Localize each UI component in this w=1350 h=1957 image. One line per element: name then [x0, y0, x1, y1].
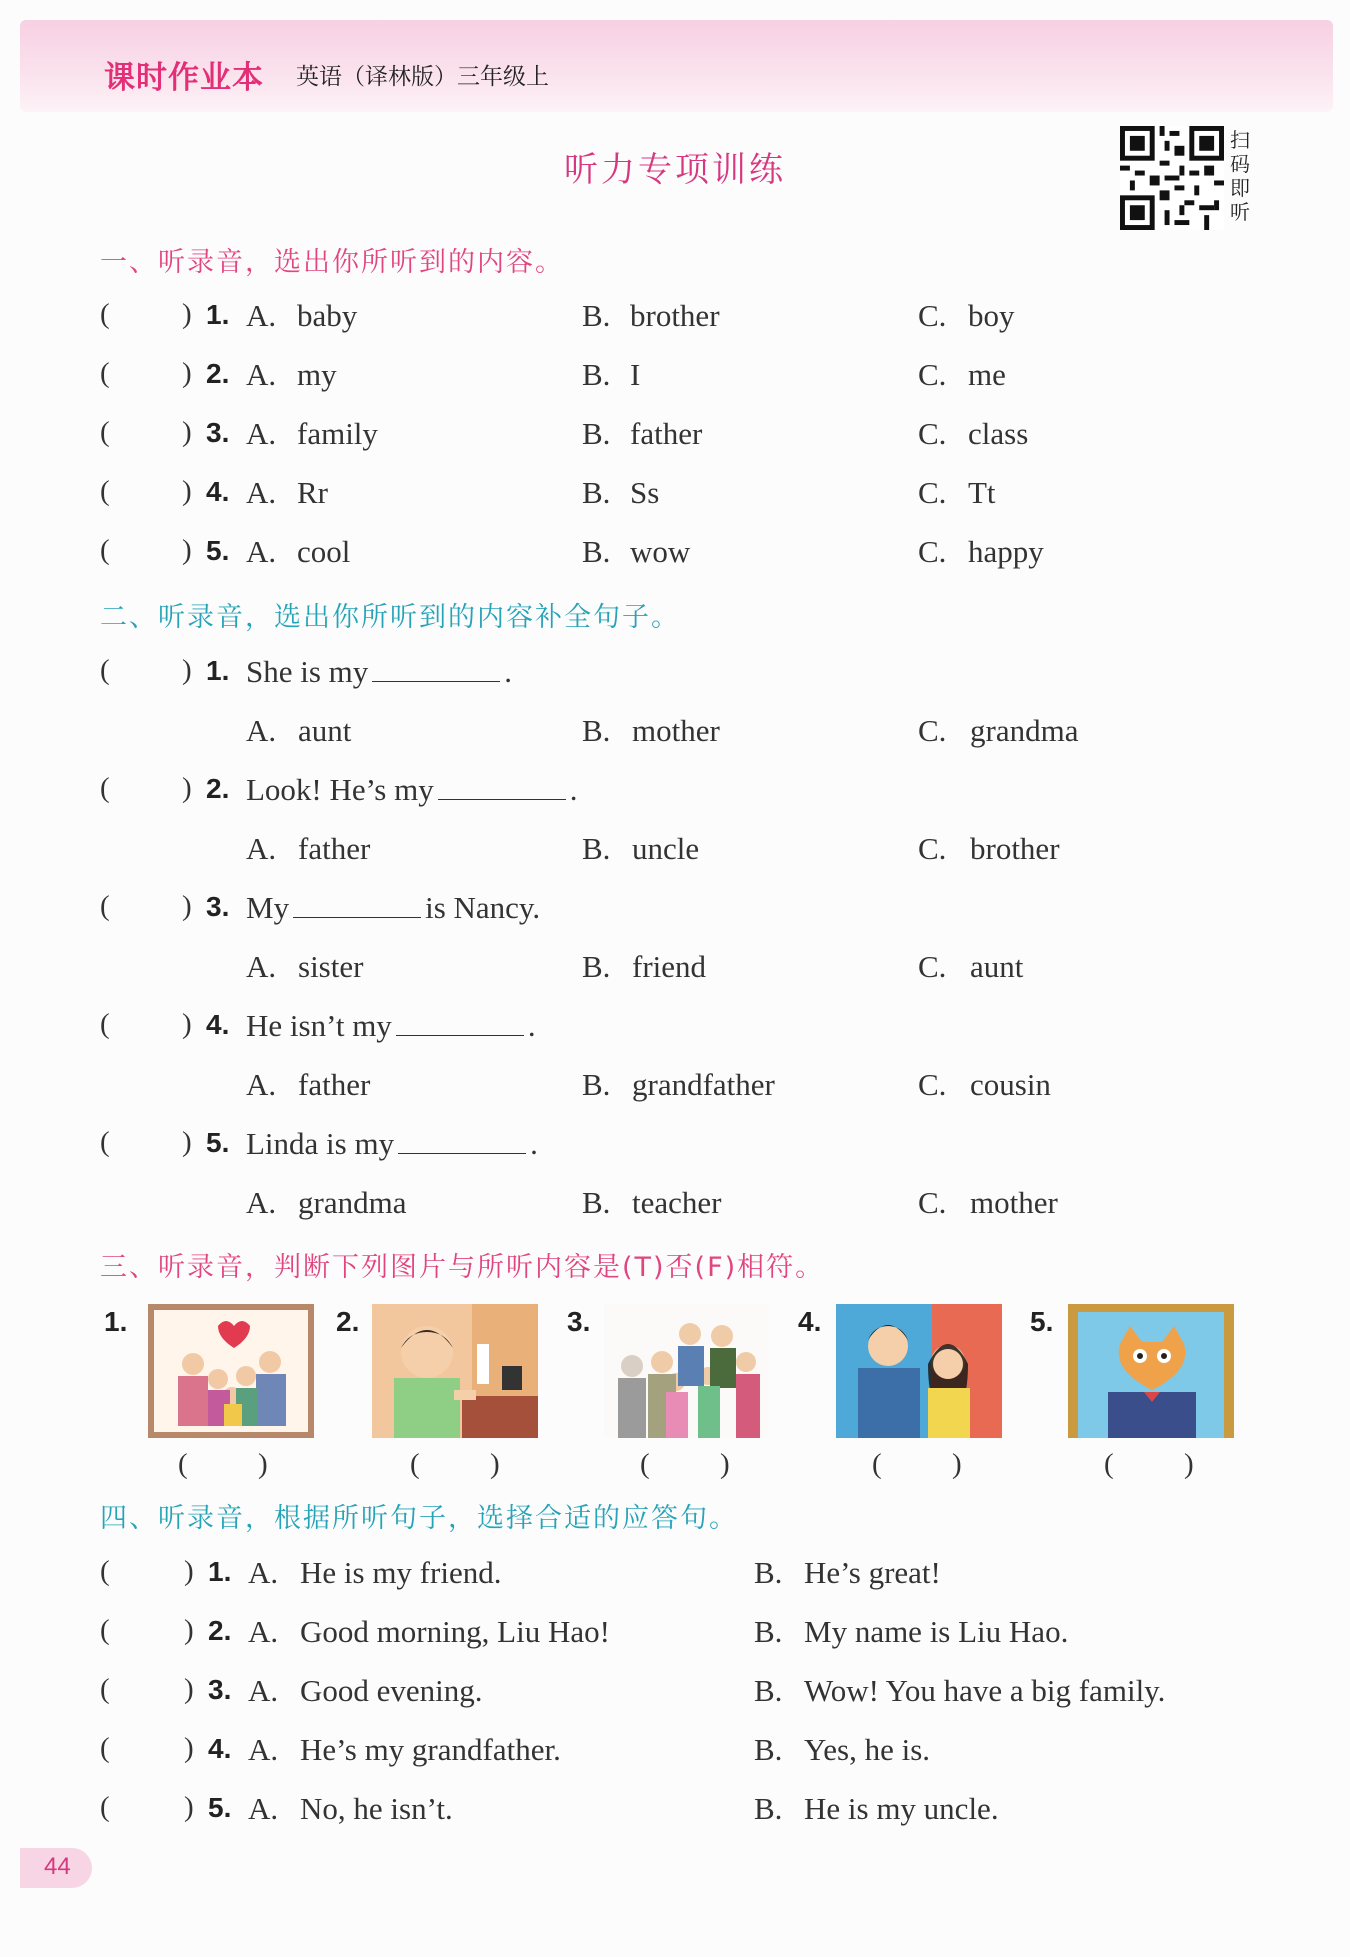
option-b: Yes, he is. [804, 1732, 931, 1767]
option-a: my [297, 357, 337, 392]
option-a-label: A. [248, 1555, 279, 1590]
option-a-label: A. [248, 1673, 279, 1708]
option-a: family [297, 416, 378, 451]
answer-bracket-open: ( [100, 1614, 110, 1646]
option-a-label: A. [246, 534, 277, 569]
answer-bracket-open: ( [100, 1673, 110, 1705]
sentence-start: Linda is my [246, 1126, 395, 1161]
option-b: He’s great! [804, 1555, 941, 1590]
fill-blank[interactable] [293, 891, 421, 918]
answer-bracket-open: ( [100, 1126, 110, 1158]
option-a: Rr [297, 475, 328, 510]
question-number: 3. [206, 417, 230, 448]
option-b: friend [632, 949, 707, 984]
sentence-stem [246, 654, 512, 690]
option-b-label: B. [582, 416, 611, 451]
answer-bracket-open: ( [100, 357, 110, 389]
qr-scan-label: 扫码即听 [1230, 128, 1250, 224]
option-a-label: A. [246, 357, 277, 392]
picture-number: 4. [798, 1306, 822, 1337]
option-b-label: B. [754, 1614, 783, 1649]
boy-pointing-image [372, 1304, 538, 1438]
option-c: mother [970, 1185, 1058, 1220]
option-c: boy [968, 298, 1015, 333]
option-b: My name is Liu Hao. [804, 1614, 1069, 1649]
option-c-label: C. [918, 713, 947, 748]
question-number: 4. [206, 476, 230, 507]
answer-bracket-open: ( [100, 475, 110, 507]
sentence-end: . [569, 772, 578, 807]
option-b: He is my uncle. [804, 1791, 999, 1826]
option-b-label: B. [582, 1067, 611, 1102]
cat-portrait-image [1068, 1304, 1234, 1438]
answer-bracket-close: ) [182, 772, 192, 804]
option-a-label: A. [248, 1791, 279, 1826]
family-portrait-image [148, 1304, 314, 1438]
sentence-end: is Nancy. [425, 890, 541, 925]
option-b: Ss [630, 475, 660, 510]
answer-bracket-close: ) [952, 1448, 962, 1480]
option-b-label: B. [582, 298, 611, 333]
option-c: brother [970, 831, 1060, 866]
answer-bracket-close: ) [184, 1614, 194, 1646]
question-number: 2. [206, 773, 230, 804]
answer-bracket-open: ( [872, 1448, 882, 1480]
answer-bracket-open: ( [100, 1732, 110, 1764]
fill-blank[interactable] [438, 773, 566, 800]
page-title: 听力专项训练 [564, 150, 786, 190]
answer-bracket-close: ) [1184, 1448, 1194, 1480]
option-a-label: A. [246, 1067, 277, 1102]
option-b-label: B. [754, 1791, 783, 1826]
answer-bracket-close: ) [182, 1008, 192, 1040]
option-b: mother [632, 713, 720, 748]
answer-bracket-close: ) [182, 654, 192, 686]
section-2-heading: 二、听录音，选出你所听到的内容补全句子。 [100, 602, 680, 633]
picture-number: 1. [104, 1306, 128, 1337]
answer-bracket-open: ( [100, 1008, 110, 1040]
option-a-label: A. [246, 713, 277, 748]
answer-bracket-open: ( [100, 772, 110, 804]
question-number: 1. [206, 299, 230, 330]
option-a-label: A. [246, 475, 277, 510]
option-a: Good evening. [300, 1673, 483, 1708]
option-b-label: B. [754, 1673, 783, 1708]
sentence-stem [246, 1008, 536, 1044]
answer-bracket-close: ) [184, 1673, 194, 1705]
answer-bracket-open: ( [100, 534, 110, 566]
option-c-label: C. [918, 416, 947, 451]
option-a-label: A. [246, 831, 277, 866]
question-number: 5. [206, 1127, 230, 1158]
sentence-start: Look! He’s my [246, 772, 434, 807]
option-c-label: C. [918, 357, 947, 392]
question-number: 2. [208, 1615, 232, 1646]
sentence-start: She is my [246, 654, 369, 689]
answer-bracket-close: ) [182, 357, 192, 389]
option-b-label: B. [754, 1732, 783, 1767]
option-b: wow [630, 534, 691, 569]
option-a: father [298, 1067, 371, 1102]
page-number: 44 [44, 1853, 71, 1880]
fill-blank[interactable] [372, 655, 500, 682]
section-4-heading: 四、听录音，根据所听句子，选择合适的应答句。 [100, 1503, 738, 1534]
question-number: 1. [206, 655, 230, 686]
option-b-label: B. [582, 357, 611, 392]
fill-blank[interactable] [398, 1127, 526, 1154]
answer-bracket-open: ( [100, 890, 110, 922]
section-1-heading: 一、听录音，选出你所听到的内容。 [100, 247, 564, 278]
sentence-end: . [527, 1008, 536, 1043]
picture-number: 2. [336, 1306, 360, 1337]
option-a: He’s my grandfather. [300, 1732, 561, 1767]
answer-bracket-open: ( [100, 416, 110, 448]
subject-label: 英语（译林版）三年级上 [296, 64, 549, 90]
option-b-label: B. [754, 1555, 783, 1590]
option-c: me [968, 357, 1006, 392]
answer-bracket-open: ( [100, 654, 110, 686]
option-b-label: B. [582, 1185, 611, 1220]
sentence-end: . [530, 1126, 538, 1161]
option-c-label: C. [918, 298, 947, 333]
question-number: 5. [208, 1792, 232, 1823]
sentence-start: My [246, 890, 290, 925]
option-c: grandma [970, 713, 1079, 748]
option-b-label: B. [582, 949, 611, 984]
option-c-label: C. [918, 949, 947, 984]
fill-blank[interactable] [396, 1009, 524, 1036]
option-a-label: A. [248, 1732, 279, 1767]
option-b: teacher [632, 1185, 722, 1220]
answer-bracket-close: ) [182, 1126, 192, 1158]
answer-bracket-close: ) [258, 1448, 268, 1480]
option-a-label: A. [246, 1185, 277, 1220]
option-c-label: C. [918, 831, 947, 866]
option-c: aunt [970, 949, 1024, 984]
option-c: happy [968, 534, 1044, 569]
question-number: 4. [208, 1733, 232, 1764]
option-c-label: C. [918, 475, 947, 510]
answer-bracket-close: ) [182, 416, 192, 448]
option-a: father [298, 831, 371, 866]
option-c: Tt [968, 475, 996, 510]
option-b: uncle [632, 831, 700, 866]
man-and-woman-waving-image [836, 1304, 1002, 1438]
brand-title: 课时作业本 [104, 60, 264, 96]
option-b: grandfather [632, 1067, 775, 1102]
answer-bracket-close: ) [490, 1448, 500, 1480]
answer-bracket-open: ( [640, 1448, 650, 1480]
question-number: 5. [206, 535, 230, 566]
answer-bracket-open: ( [1104, 1448, 1114, 1480]
option-a-label: A. [246, 416, 277, 451]
option-a: aunt [298, 713, 352, 748]
option-a: No, he isn’t. [300, 1791, 453, 1826]
option-c-label: C. [918, 534, 947, 569]
option-a-label: A. [246, 298, 277, 333]
answer-bracket-close: ) [720, 1448, 730, 1480]
option-a: baby [297, 298, 358, 333]
qr-code-icon[interactable] [1120, 126, 1224, 230]
answer-bracket-open: ( [178, 1448, 188, 1480]
answer-bracket-close: ) [184, 1791, 194, 1823]
option-b-label: B. [582, 534, 611, 569]
option-a-label: A. [248, 1614, 279, 1649]
answer-bracket-close: ) [184, 1732, 194, 1764]
sentence-end: . [504, 654, 513, 689]
sentence-start: He isn’t my [246, 1008, 392, 1043]
option-c: cousin [970, 1067, 1051, 1102]
option-b: father [630, 416, 703, 451]
option-a: grandma [298, 1185, 407, 1220]
option-a: He is my friend. [300, 1555, 502, 1590]
question-number: 2. [206, 358, 230, 389]
sentence-stem [246, 890, 540, 926]
sentence-stem [246, 772, 577, 808]
option-b-label: B. [582, 713, 611, 748]
question-number: 1. [208, 1556, 232, 1587]
answer-bracket-close: ) [182, 534, 192, 566]
option-b-label: B. [582, 831, 611, 866]
answer-bracket-open: ( [100, 1555, 110, 1587]
option-c: class [968, 416, 1029, 451]
answer-bracket-close: ) [182, 298, 192, 330]
question-number: 3. [206, 891, 230, 922]
answer-bracket-close: ) [182, 890, 192, 922]
answer-bracket-open: ( [410, 1448, 420, 1480]
option-a: cool [297, 534, 351, 569]
answer-bracket-close: ) [182, 475, 192, 507]
option-c-label: C. [918, 1067, 947, 1102]
option-b: I [630, 357, 641, 392]
option-c-label: C. [918, 1185, 947, 1220]
option-a: Good morning, Liu Hao! [300, 1614, 610, 1649]
section-3-heading: 三、听录音，判断下列图片与所听内容是(T)否(F)相符。 [100, 1252, 825, 1283]
answer-bracket-close: ) [184, 1555, 194, 1587]
option-a-label: A. [246, 949, 277, 984]
option-b-label: B. [582, 475, 611, 510]
answer-bracket-open: ( [100, 298, 110, 330]
question-number: 3. [208, 1674, 232, 1705]
option-a: sister [298, 949, 364, 984]
option-b: brother [630, 298, 720, 333]
question-number: 4. [206, 1009, 230, 1040]
picture-number: 3. [567, 1306, 591, 1337]
big-family-image [604, 1304, 770, 1438]
answer-bracket-open: ( [100, 1791, 110, 1823]
sentence-stem [246, 1126, 538, 1162]
option-b: Wow! You have a big family. [804, 1673, 1166, 1708]
picture-number: 5. [1030, 1306, 1054, 1337]
